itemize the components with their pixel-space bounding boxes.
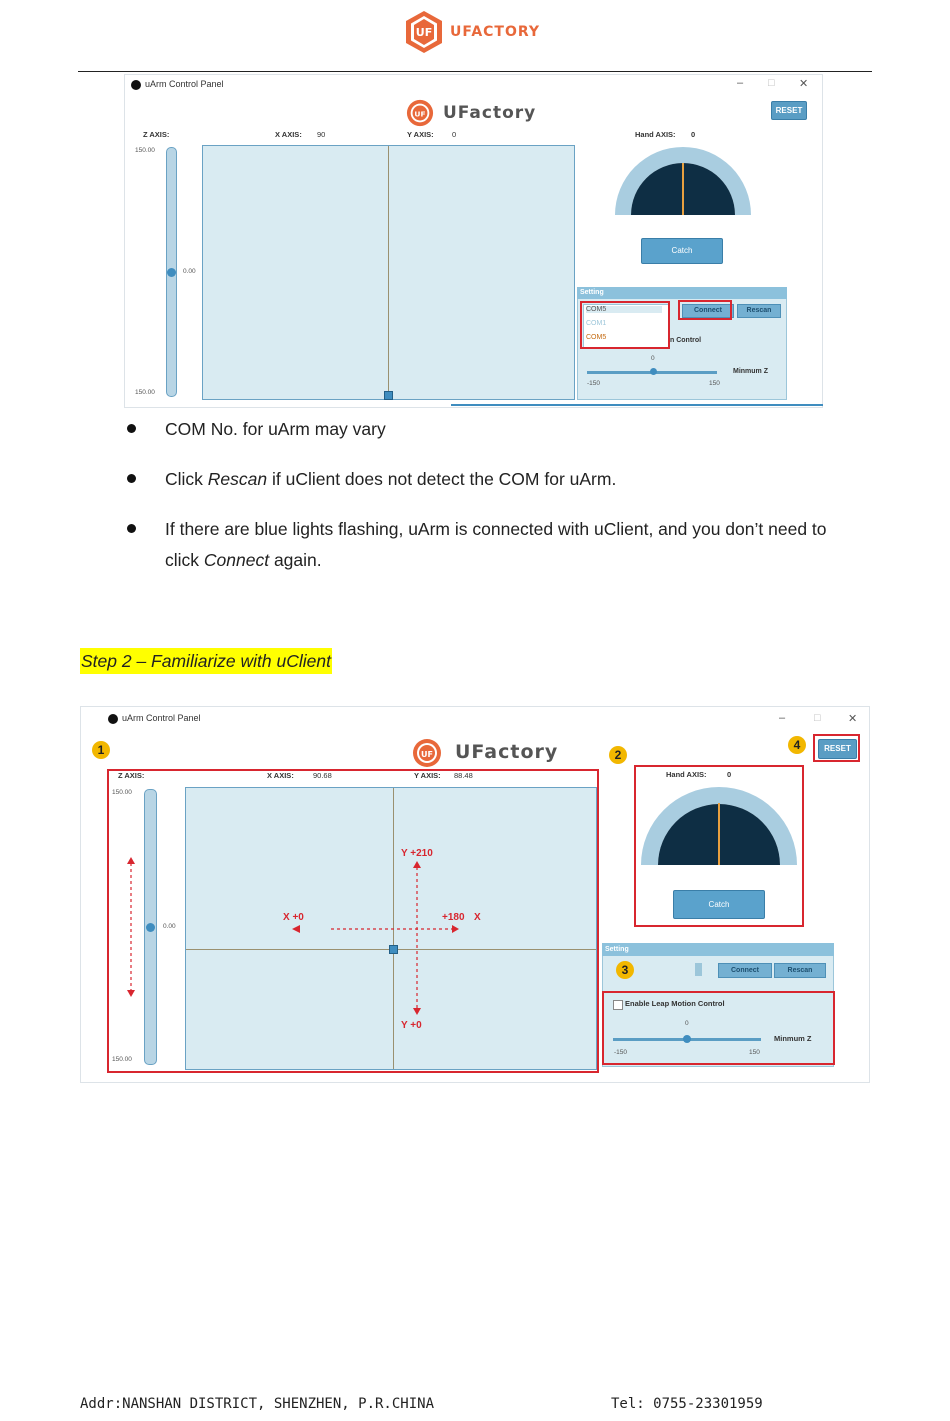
brand-title: UFactory [443,103,537,123]
z-top-tick: 150.00 [112,789,132,796]
footer-tel: Tel: 0755-23301959 [611,1396,763,1412]
ufactory-logo-icon [404,10,444,54]
setting-header: Setting [577,287,787,299]
com-dropdown[interactable] [695,963,702,976]
z-axis-knob[interactable] [146,923,155,932]
x-axis-value: 90 [317,130,326,139]
slider-zero-tick: 0 [651,355,655,362]
minimize-icon[interactable]: – [779,712,786,724]
y-zero-label: Y +0 [401,1020,422,1031]
z-bottom-tick: 150.00 [135,389,155,396]
slider-max-tick: 150 [709,380,720,387]
marker-1-icon: 1 [92,741,110,759]
close-icon[interactable]: ✕ [799,78,809,90]
reset-highlight-box [813,734,860,762]
com-highlight-box [580,301,670,349]
z-axis-knob[interactable] [167,268,176,277]
minimize-icon[interactable]: – [737,77,744,89]
z-mid-tick: 0.00 [183,268,196,275]
setting-header: Setting [602,943,834,956]
marker-4-icon: 4 [788,736,806,754]
slider-min-tick: -150 [614,1049,628,1056]
bullet-icon [127,424,136,433]
marker-2-icon: 2 [609,746,627,764]
maximize-icon[interactable]: □ [768,77,775,89]
figure2-window [80,706,870,1083]
leap-motion-label: Enable Leap Motion Control [625,999,725,1008]
slider-max-tick: 150 [749,1049,760,1056]
position-marker[interactable] [384,391,393,400]
z-bottom-tick: 150.00 [112,1056,132,1063]
com-option[interactable]: COM5 [586,306,662,313]
xy-direction-arrows-icon [331,857,501,1017]
svg-text:UF: UF [415,26,433,39]
hand-axis-label: Hand AXIS: [635,130,676,139]
x-axis-label: X AXIS: [267,771,294,780]
connect-button[interactable]: Connect [682,304,734,318]
hand-axis-dial[interactable] [613,145,753,215]
maximize-icon[interactable]: □ [814,712,821,724]
connect-button[interactable]: Connect [718,963,772,978]
rescan-button[interactable]: Rescan [737,304,781,318]
minimum-z-label: Minmum Z [733,368,768,375]
pad-vertical-line [388,146,389,399]
hand-axis-value: 0 [727,770,732,779]
bullet-com-vary: COM No. for uArm may vary [165,419,386,439]
x-zero-label: X +0 [283,912,304,923]
window-title: uArm Control Panel [122,713,201,723]
leap-motion-checkbox[interactable] [613,1000,623,1010]
header-divider [78,71,872,72]
uf-logo-icon [406,99,434,127]
svg-text:UF: UF [421,750,433,759]
z-top-tick: 150.00 [135,147,155,154]
connect-highlight-box [678,300,732,320]
hand-axis-dial[interactable] [639,785,799,865]
z-axis-label: Z AXIS: [118,771,145,780]
x-left-arrow-icon [292,924,302,934]
minimum-z-knob[interactable] [683,1035,691,1043]
brand-title: UFactory [455,741,559,763]
y-plus-label: Y +210 [401,848,433,859]
z-axis-label: Z AXIS: [143,130,170,139]
marker-3-icon: 3 [616,961,634,979]
bullet-connected: If there are blue lights flashing, uArm is connected with uClient, and you don’t need to click Connect again. [165,519,827,570]
app-icon [131,80,141,90]
x-axis-letter: X [474,912,481,923]
slider-min-tick: -150 [587,380,601,387]
z-direction-arrow-icon [126,857,136,997]
y-axis-label: Y AXIS: [414,771,441,780]
slider-zero-tick: 0 [685,1020,689,1027]
window-title: uArm Control Panel [145,79,224,89]
y-axis-label: Y AXIS: [407,130,434,139]
bullet-icon [127,474,136,483]
bullet-rescan: Click Rescan if uClient does not detect the COM for uArm. [165,469,617,489]
x-plus-label: +180 [442,912,465,923]
bullet-icon [127,524,136,533]
step-heading: Step 2 – Familiarize with uClient [80,648,332,674]
svg-text:UF: UF [414,109,426,119]
close-icon[interactable]: ✕ [848,713,858,725]
y-axis-value: 0 [452,130,457,139]
rescan-button[interactable]: Rescan [774,963,826,978]
z-mid-tick: 0.00 [163,923,176,930]
x-axis-value: 90.68 [313,771,332,780]
com-option[interactable]: COM5 [586,334,607,341]
app-icon [108,714,118,724]
catch-button[interactable]: Catch [673,890,765,919]
footer-address: Addr:NANSHAN DISTRICT, SHENZHEN, P.R.CHINA [80,1396,435,1412]
uf-logo-icon [412,738,442,768]
reset-button[interactable]: RESET [771,101,807,120]
minimum-z-knob[interactable] [650,368,657,375]
hand-axis-label: Hand AXIS: [666,770,707,779]
com-option[interactable]: COM1 [586,320,607,327]
reset-button[interactable]: RESET [818,739,857,759]
leap-control-label: n Control [670,337,702,344]
bottom-progress-line [451,404,823,406]
y-axis-value: 88.48 [454,771,473,780]
hand-axis-value: 0 [691,130,696,139]
minimum-z-label: Minmum Z [774,1034,812,1043]
catch-button[interactable]: Catch [641,238,723,264]
header-brand: UFACTORY [450,24,541,40]
x-axis-label: X AXIS: [275,130,302,139]
figure1-window [124,74,823,408]
